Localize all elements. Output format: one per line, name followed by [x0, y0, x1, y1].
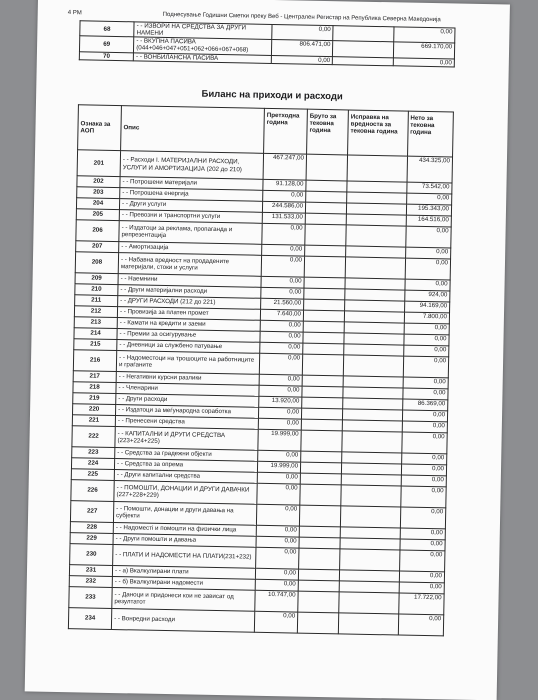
previous-year-value: 0,00 [259, 374, 302, 386]
previous-year-value: 0,00 [259, 353, 302, 375]
aop-code: 228 [70, 522, 113, 534]
row-description: - - Други материјални расходи [118, 285, 261, 299]
net-value: 94.169,00 [404, 301, 450, 313]
row-description: - - Надоместi и помошти на физички лица [113, 523, 256, 537]
net-value: 73.542,00 [406, 182, 452, 194]
gross-value [304, 256, 345, 278]
net-value: 164.516,00 [406, 215, 452, 227]
previous-year-value: 0,00 [257, 483, 300, 505]
previous-year-value: 7.640,00 [260, 309, 303, 321]
net-value: 7.800,00 [404, 312, 450, 324]
document-page [25, 0, 510, 700]
gross-value [299, 505, 340, 527]
net-value: 0,00 [405, 226, 451, 248]
net-value: 0,00 [401, 453, 447, 465]
gross-value [304, 277, 345, 289]
section-title: Биланс на приходи и расходи [201, 88, 343, 103]
previous-year-value: 19.999,00 [257, 461, 300, 473]
col-header-previous-year: Претходна година [264, 108, 308, 154]
current-year-value: 669.170,00 [394, 42, 455, 58]
net-value: 0,00 [400, 539, 446, 551]
row-description: - - ВОНБИЛАНСНА ПАСИВА [134, 52, 272, 63]
adjustment-value [338, 613, 398, 635]
row-description: - - ВКУПНА ПАСИВА (044+046+047+051+062+066+067+068) [134, 37, 273, 55]
net-value: 0,00 [403, 388, 449, 400]
aop-code: 230 [70, 544, 113, 566]
adjustment-value [343, 355, 403, 377]
aop-code: 217 [73, 371, 116, 383]
aop-code: 205 [76, 209, 119, 221]
row-description: - - КАПИТАЛНИ И ДРУГИ СРЕДСТВА (223+224+225) [115, 427, 258, 451]
aop-code: 202 [77, 176, 120, 188]
net-value: 0,00 [404, 323, 450, 335]
gross-value [302, 397, 343, 409]
net-value: 0,00 [405, 247, 451, 259]
balance-liabilities-table [79, 20, 456, 67]
row-description: - - Даноци и придонеси кои не зависат од резултатот [112, 588, 255, 612]
adjustment-value [339, 592, 399, 614]
net-value: 0,00 [401, 464, 447, 476]
previous-year-value: 0,00 [261, 276, 304, 288]
net-value: 0,00 [401, 475, 447, 487]
row-description: - - б) Вкалкулирани надомести [112, 577, 255, 591]
net-value: 924,00 [404, 290, 450, 302]
aop-code: 206 [76, 220, 119, 242]
row-description: - - ПОМОШТИ, ДОНАЦИИ И ДРУГИ ДАВАЧКИ (227+228+229) [114, 481, 257, 505]
previous-year-value: 0,00 [256, 547, 299, 569]
gross-value [302, 354, 343, 376]
row-description: - - Наемнини [118, 274, 261, 288]
row-description: - - Негативни курсни разлики [116, 372, 259, 386]
net-value: 434.325,00 [407, 156, 453, 183]
aop-code: 226 [71, 480, 114, 502]
net-value: 0,00 [400, 507, 446, 529]
adjustment-value [342, 431, 402, 453]
aop-code: 229 [70, 533, 113, 545]
aop-code: 233 [69, 587, 112, 609]
aop-code: 232 [69, 576, 112, 588]
previous-year-value: 91.128,00 [263, 179, 306, 191]
gross-value [303, 332, 344, 344]
row-description: - - Помошти, донации и други давања на субјекти [113, 502, 256, 526]
previous-year-value: 0,00 [261, 287, 304, 299]
aop-code: 218 [73, 382, 116, 394]
aop-code: 69 [79, 36, 133, 52]
gross-value [298, 569, 339, 581]
net-value: 0,00 [403, 345, 449, 357]
row-description: - - Расходи I. МАТЕРИЈАЛНИ РАСХОДИ, УСЛУГИ И АМОРТИЗАЦИЈА (202 до 210) [120, 151, 263, 180]
previous-year-value: 0,00 [259, 385, 302, 397]
net-value: 0,00 [405, 258, 451, 280]
net-value: 0,00 [402, 421, 448, 433]
row-description: - - Провизија за платен промет [117, 307, 260, 321]
row-description: - - ДРУГИ РАСХОДИ (212 до 221) [118, 296, 261, 310]
gross-value [300, 462, 341, 474]
col-header-gross: Бруто за тековна година [307, 109, 349, 155]
adjustment-value [340, 506, 400, 528]
gross-value [304, 299, 345, 311]
gross-value [305, 245, 346, 257]
current-year-value: 0,00 [393, 57, 454, 66]
row-description: - - Премии за осигурување [117, 329, 260, 343]
col-header-net: Нето за тековна година [407, 111, 453, 157]
previous-year-value: 0,00 [263, 190, 306, 202]
col-header-description: Опис [121, 106, 265, 154]
net-value: 195.343,00 [406, 204, 452, 216]
aop-code: 224 [71, 458, 114, 470]
page-header [67, 10, 502, 24]
previous-year-value: 0,00 [262, 244, 305, 256]
net-value: 0,00 [404, 334, 450, 346]
row-description: - - Членарини [116, 383, 259, 397]
gross-value [301, 408, 342, 420]
empty-cell [333, 26, 394, 42]
adjustment-value [346, 225, 406, 247]
print-time: 4 PM [67, 10, 82, 17]
previous-year-value: 19.999,00 [258, 429, 301, 451]
row-description: - - Други услуги [119, 199, 262, 213]
aop-code: 231 [69, 565, 112, 577]
row-description: - - Вонредни расходи [111, 608, 254, 632]
col-header-aop: Ознака за АОП [78, 105, 122, 151]
gross-value [303, 321, 344, 333]
gross-value [305, 224, 346, 246]
gross-value [301, 451, 342, 463]
gross-value [299, 526, 340, 538]
gross-value [304, 288, 345, 300]
net-value: 0,00 [405, 279, 451, 291]
income-expense-table [68, 104, 454, 636]
net-value: 0,00 [402, 410, 448, 422]
aop-code: 209 [75, 273, 118, 285]
row-description: - - Амортизација [119, 242, 262, 256]
row-description: - - Други капитални средства [114, 470, 257, 484]
col-header-adjustment: Исправка на вредноста за тековна година [348, 110, 408, 156]
adjustment-value [345, 257, 405, 279]
previous-year-value: 244.586,00 [262, 201, 305, 213]
adjustment-value [340, 549, 400, 571]
print-title: Поднесување Годишни Сметки преку Веб - Централен Регистар на Република Северна Македонија [162, 11, 441, 24]
row-description: - - Превозни и транспортни услуги [119, 210, 262, 224]
row-description: - - Средства за градежни објекти [115, 448, 258, 462]
gross-value [306, 191, 347, 203]
previous-year-value: 0,00 [257, 472, 300, 484]
previous-year-value: 131.533,00 [262, 212, 305, 224]
gross-value [300, 473, 341, 485]
aop-code: 204 [76, 198, 119, 210]
gross-value [306, 154, 348, 181]
gross-value [298, 591, 339, 613]
previous-year-value: 0,00 [255, 579, 298, 591]
net-value: 0,00 [398, 614, 444, 636]
aop-code: 70 [79, 51, 133, 60]
net-value: 0,00 [399, 582, 445, 594]
previous-year-value: 13.920,00 [259, 396, 302, 408]
row-description: - - Пренесени средства [115, 416, 258, 430]
gross-value [303, 343, 344, 355]
row-description: - - Камати на кредити и заеми [117, 318, 260, 332]
previous-year-value: 0,00 [256, 536, 299, 548]
previous-year-value: 0,00 [260, 331, 303, 343]
net-value: 0,00 [399, 571, 445, 583]
aop-code: 213 [74, 317, 117, 329]
gross-value [301, 430, 342, 452]
net-value: 0,00 [403, 356, 449, 378]
row-description: - - Издатоци за меѓународна соработка [115, 405, 258, 419]
previous-year-value: 0,00 [260, 320, 303, 332]
net-value: 86.369,00 [402, 399, 448, 411]
row-description: - - Набавна вредност на продадените материјали, стоки и услуги [118, 253, 261, 277]
previous-year-value: 0,00 [261, 255, 304, 277]
aop-code: 227 [70, 501, 113, 523]
aop-code: 208 [75, 252, 118, 274]
aop-code: 234 [68, 608, 111, 630]
row-description: - - ИЗВОРИ НА СРЕДСТВА ЗА ДРУГИ НАМЕНИ [134, 22, 273, 40]
aop-code: 215 [74, 339, 117, 351]
adjustment-value [347, 155, 407, 182]
aop-code: 221 [72, 415, 115, 427]
row-description: - - Издатоци за реклама, пропаганда и репрезентација [119, 221, 262, 245]
net-value: 17.722,00 [398, 593, 444, 615]
gross-value [297, 612, 338, 634]
table-header-row [78, 105, 454, 157]
aop-code: 220 [73, 404, 116, 416]
aop-code: 212 [74, 306, 117, 318]
previous-year-value: 0,00 [260, 342, 303, 354]
row-description: - - Други расходи [116, 394, 259, 408]
aop-code: 201 [77, 150, 120, 177]
row-description: - - Други помошти и давања [113, 534, 256, 548]
previous-year-value: 21.560,00 [261, 298, 304, 310]
aop-code: 225 [71, 469, 114, 481]
aop-code: 219 [73, 393, 116, 405]
gross-value [306, 180, 347, 192]
aop-code: 210 [75, 284, 118, 296]
aop-code: 214 [74, 328, 117, 340]
gross-value [299, 548, 340, 570]
current-year-value: 0,00 [394, 27, 455, 43]
previous-year-value: 0,00 [262, 223, 305, 245]
row-description: - - Средства за опрема [114, 459, 257, 473]
previous-year-value: 0,00 [255, 568, 298, 580]
aop-code: 222 [72, 426, 115, 448]
row-description: - - Дневници за службено патување [117, 340, 260, 354]
net-value: 0,00 [403, 377, 449, 389]
previous-year-value: 10.747,00 [255, 590, 298, 612]
previous-year-value: 0,00 [258, 450, 301, 462]
empty-cell [333, 41, 394, 57]
previous-year-value: 0,00 [256, 525, 299, 537]
aop-code: 223 [72, 447, 115, 459]
row-description: - - Потрошени материјали [120, 177, 263, 191]
net-value: 0,00 [406, 193, 452, 205]
previous-year-value: 0,00 [272, 55, 333, 64]
empty-cell [333, 56, 394, 65]
gross-value [302, 375, 343, 387]
gross-value [305, 202, 346, 214]
aop-code: 216 [73, 350, 116, 372]
net-value: 0,00 [401, 432, 447, 454]
adjustment-value [341, 485, 401, 507]
previous-year-value: 0,00 [256, 504, 299, 526]
gross-value [303, 310, 344, 322]
previous-year-value: 0,00 [258, 407, 301, 419]
previous-year-value: 806.471,00 [272, 40, 333, 56]
net-value: 0,00 [400, 528, 446, 540]
gross-value [305, 213, 346, 225]
gross-value [302, 386, 343, 398]
aop-code: 211 [75, 295, 118, 307]
aop-code: 207 [76, 241, 119, 253]
aop-code: 68 [80, 21, 134, 37]
row-description: - - Потрошена енергија [120, 188, 263, 202]
gross-value [301, 419, 342, 431]
aop-code: 203 [77, 187, 120, 199]
previous-year-value: 0,00 [272, 24, 333, 40]
net-value: 0,00 [399, 550, 445, 572]
row-description: - - Надоместоци на трошоците на работниците и граѓаните [116, 351, 259, 375]
previous-year-value: 0,00 [258, 418, 301, 430]
gross-value [299, 537, 340, 549]
previous-year-value: 0,00 [254, 611, 297, 633]
gross-value [300, 484, 341, 506]
row-description: - - а) Вкалкулирани плати [112, 566, 255, 580]
row-description: - - ПЛАТИ И НАДОМЕСТИ НА ПЛАТИ(231+232) [113, 545, 256, 569]
previous-year-value: 467.247,00 [263, 153, 306, 180]
gross-value [298, 580, 339, 592]
net-value: 0,00 [400, 486, 446, 508]
